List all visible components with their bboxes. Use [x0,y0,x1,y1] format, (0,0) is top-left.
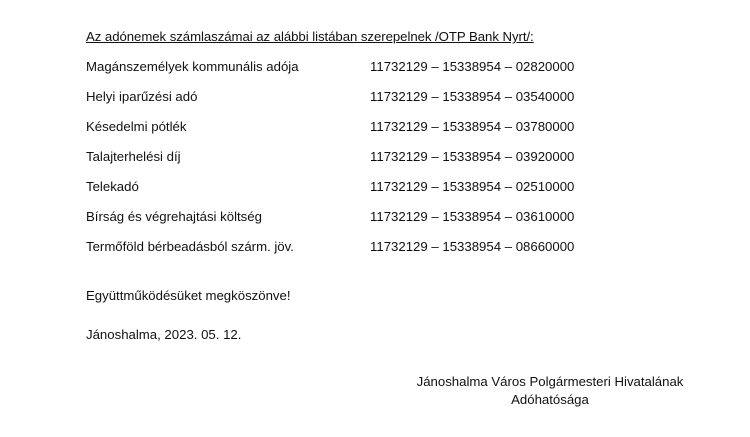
signature-office: Jánoshalma Város Polgármesteri Hivatalának [416,374,684,389]
account-name: Helyi iparűzési adó [86,89,198,104]
account-number: 11732129 – 15338954 – 02820000 [370,59,575,74]
signature-department: Adóhatósága [511,392,589,407]
account-number: 11732129 – 15338954 – 03610000 [370,209,575,224]
closing-line: Együttműködésüket megköszönve! [86,288,291,303]
account-row [86,119,646,137]
account-row [86,209,646,227]
account-number: 11732129 – 15338954 – 03540000 [370,89,575,104]
account-name: Termőföld bérbeadásból szárm. jöv. [86,239,294,254]
account-row [86,239,646,257]
account-row [86,149,646,167]
account-name: Késedelmi pótlék [86,119,187,134]
account-list-heading: Az adónemek számlaszámai az alábbi listában szerepelnek /OTP Bank Nyrt/: [86,29,534,44]
account-row [86,89,646,107]
account-name: Telekadó [86,179,139,194]
signature-block [400,373,700,409]
account-number: 11732129 – 15338954 – 08660000 [370,239,575,254]
account-name: Magánszemélyek kommunális adója [86,59,299,74]
account-number: 11732129 – 15338954 – 02510000 [370,179,575,194]
place-date: Jánoshalma, 2023. 05. 12. [86,327,242,342]
account-name: Talajterhelési díj [86,149,181,164]
account-number: 11732129 – 15338954 – 03920000 [370,149,575,164]
account-row [86,179,646,197]
account-row [86,59,646,77]
account-name: Bírság és végrehajtási költség [86,209,262,224]
account-number: 11732129 – 15338954 – 03780000 [370,119,575,134]
